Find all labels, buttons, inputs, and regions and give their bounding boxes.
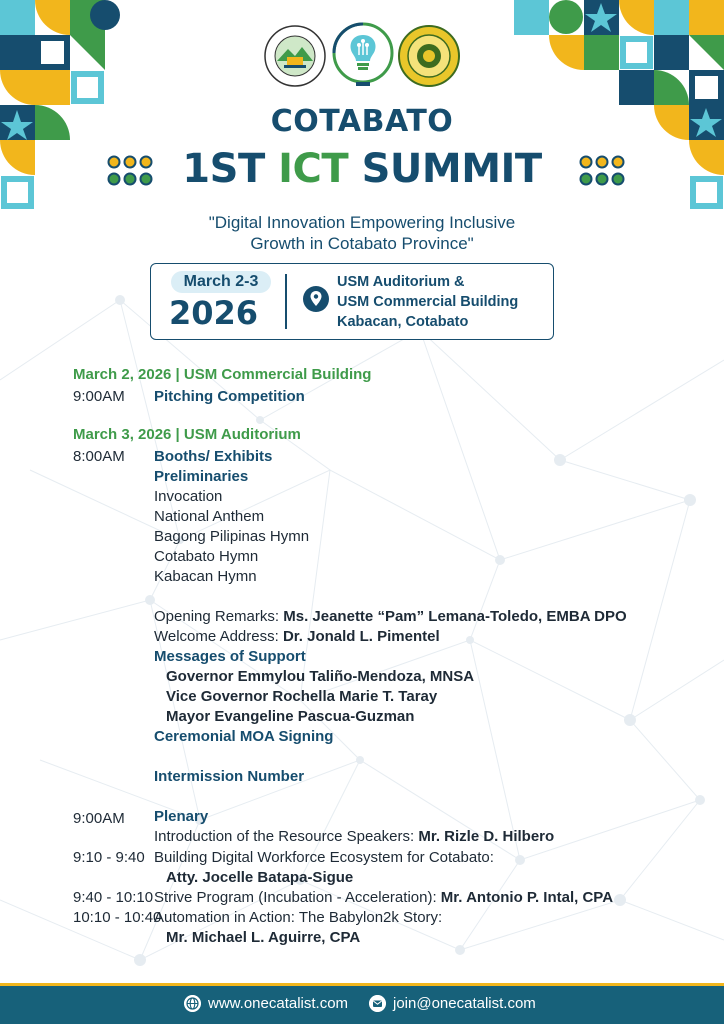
cotabato-province-seal-logo <box>264 25 326 87</box>
location-pin-icon <box>303 286 329 312</box>
title-summit: SUMMIT <box>348 146 542 192</box>
dots-ornament-right <box>578 154 626 188</box>
program-item-welcome-address <box>154 628 440 645</box>
item-label: Introduction of the Resource Speakers: <box>154 828 419 845</box>
program-item-booths: Booths/ Exhibits <box>154 448 273 465</box>
item-label: Welcome Address: <box>154 628 283 645</box>
program-item: National Anthem <box>154 508 265 525</box>
program-item-plenary: Plenary <box>154 808 209 825</box>
program-item: Kabacan Hymn <box>154 568 257 585</box>
speaker-name: Mayor Evangeline Pascua-Guzman <box>166 708 415 725</box>
speaker-name: Mr. Rizle D. Hilbero <box>418 828 555 845</box>
venue-line1: USM Auditorium & <box>337 274 465 290</box>
program-item-intermission: Intermission Number <box>154 768 305 785</box>
event-year: 2026 <box>169 294 259 332</box>
program-item: Invocation <box>154 488 223 505</box>
venue-line3: Kabacan, Cotabato <box>337 314 469 330</box>
program-item-building: Building Digital Workforce Ecosystem for Cotabato: <box>154 849 494 866</box>
program-item-moa: Ceremonial MOA Signing <box>154 728 334 745</box>
email-icon <box>369 995 386 1012</box>
time-label: 8:00AM <box>73 448 125 465</box>
time-label: 9:40 - 10:10 <box>73 889 154 906</box>
speaker-name: Atty. Jocelle Batapa-Sigue <box>166 869 354 886</box>
day2-header: March 3, 2026 | USM Auditorium <box>73 426 301 443</box>
time-label: 9:10 - 9:40 <box>73 849 145 866</box>
speaker-name: Dr. Jonald L. Pimentel <box>282 628 440 645</box>
event-dates: March 2-3 <box>171 271 271 293</box>
program-item-pitching: Pitching Competition <box>154 388 305 405</box>
program-item-introduction <box>154 828 554 845</box>
usm-university-seal-logo <box>398 25 460 87</box>
tagline-line2: Growth in Cotabato Province" <box>250 234 474 253</box>
speaker-name: Mr. Michael L. Aguirre, CPA <box>166 929 361 946</box>
item-label: Strive Program (Incubation - Acceleration): <box>154 889 441 906</box>
program-item-messages: Messages of Support <box>154 648 306 665</box>
onecatalist-lightbulb-logo <box>332 22 394 90</box>
email-link[interactable]: join@onecatalist.com <box>393 995 536 1012</box>
footer <box>0 983 724 1024</box>
title-ict: ICT <box>278 146 349 192</box>
time-label: 10:10 - 10:40 <box>73 909 162 926</box>
event-info-box <box>150 263 554 340</box>
time-label: 9:00AM <box>73 810 125 827</box>
footer-accent-line <box>0 983 724 986</box>
tagline <box>0 212 724 254</box>
dots-ornament-left <box>106 154 154 188</box>
speaker-name: Ms. Jeanette “Pam” Lemana-Toledo, EMBA DPO <box>283 608 627 625</box>
speaker-name: Governor Emmylou Taliño-Mendoza, MNSA <box>166 668 475 685</box>
divider <box>285 274 287 329</box>
speaker-name: Vice Governor Rochella Marie T. Taray <box>166 688 438 705</box>
title-ordinal: 1ST <box>182 146 279 192</box>
program-item-automation: Automation in Action: The Babylon2k Story: <box>154 909 443 926</box>
speaker-name: Mr. Antonio P. Intal, CPA <box>440 889 614 906</box>
time-label: 9:00AM <box>73 388 125 405</box>
website-link[interactable]: www.onecatalist.com <box>208 995 349 1012</box>
program-item: Bagong Pilipinas Hymn <box>154 528 310 545</box>
item-label: Opening Remarks: <box>154 608 284 625</box>
program-item-strive <box>154 889 613 906</box>
event-venue <box>337 272 518 332</box>
program-item-preliminaries: Preliminaries <box>154 468 249 485</box>
title-cotabato: COTABATO <box>270 104 454 139</box>
day1-header: March 2, 2026 | USM Commercial Building <box>73 366 372 383</box>
tagline-line1: "Digital Innovation Empowering Inclusive <box>208 213 516 232</box>
program-item: Cotabato Hymn <box>154 548 259 565</box>
globe-icon <box>184 995 201 1012</box>
program-item-opening-remarks <box>154 608 627 625</box>
venue-line2: USM Commercial Building <box>337 294 519 310</box>
